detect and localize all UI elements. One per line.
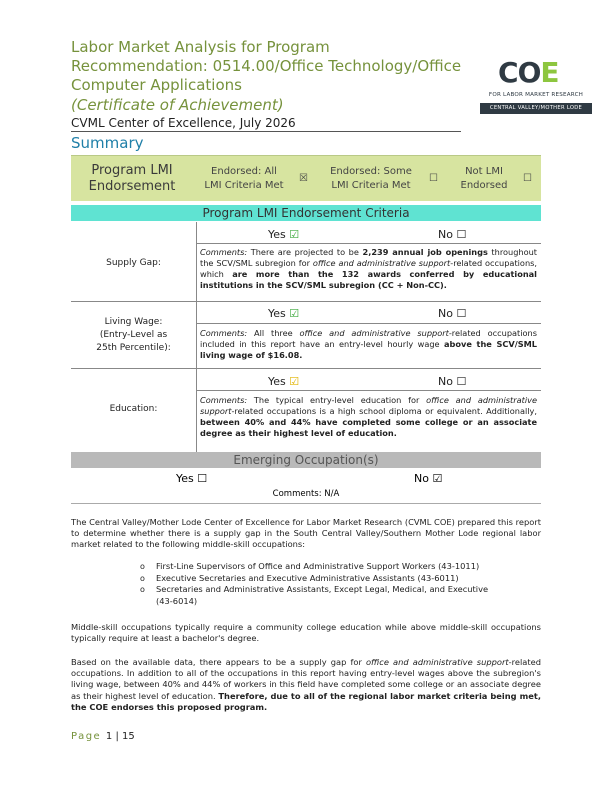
supply-gap-no[interactable]: No ☐ bbox=[438, 228, 467, 241]
endorsement-label: Program LMI Endorsement bbox=[88, 163, 176, 194]
option-some-label: Endorsed: Some LMI Criteria Met bbox=[330, 166, 412, 191]
check-icon: ☑ bbox=[289, 228, 300, 241]
education-label: Education: bbox=[109, 404, 158, 414]
yesno-divider bbox=[196, 390, 541, 391]
page-footer: Page 1 | 15 bbox=[71, 731, 135, 742]
coe-logo bbox=[476, 52, 592, 116]
living-wage-yes[interactable]: Yes ☑ bbox=[268, 307, 300, 320]
option-all-label: Endorsed: All LMI Criteria Met bbox=[204, 166, 284, 191]
living-wage-no[interactable]: No ☐ bbox=[438, 307, 467, 320]
header-rule bbox=[71, 131, 461, 132]
conclusion-paragraph: Based on the available data, there appears to be a supply gap for office and administrative support-related occupations. In addition to all of the occupations in this report having entry-level wages above the subregion's living wage, between 40% and 44% of workers in this field have completed some college or an associate degree as their highest level of education. Therefore, due to all of the regional labor market criteria being met, the COE endorses this proposed program. bbox=[71, 657, 541, 712]
middle-skill-paragraph: Middle-skill occupations typically require a community college education while above middle-skill occupations typically require at least a bachelor's degree. bbox=[71, 622, 541, 644]
education-yes[interactable]: Yes ☑ bbox=[268, 375, 300, 388]
report-title: Labor Market Analysis for Program Recommendation: 0514.00/Office Technology/Office Computer Applications bbox=[71, 38, 462, 94]
option-some-checkbox[interactable]: ☐ bbox=[429, 173, 438, 184]
check-icon: ☑ bbox=[289, 375, 300, 388]
logo-mark: COE bbox=[498, 56, 559, 89]
emerging-header: Emerging Occupation(s) bbox=[71, 452, 541, 468]
emerging-divider bbox=[71, 503, 541, 504]
yesno-divider bbox=[196, 243, 541, 244]
occupation-list bbox=[140, 561, 500, 607]
intro-paragraph: The Central Valley/Mother Lode Center of Excellence for Labor Market Research (CVML COE) prepared this report to determine whether there is a supply gap in the South Central Valley/Southern Mother Lode regional labor market related to the following middle-skill occupations: bbox=[71, 517, 541, 550]
list-item: o Executive Secretaries and Executive Administrative Assistants (43-6011) bbox=[140, 573, 500, 585]
supply-gap-comment: Comments: There are projected to be 2,239 annual job openings throughout the SCV/SML subregion for office and administrative support-related occupations, which are more than the 132 awards conferred by educational institutions in the SCV/SML subregion (CC + Non-CC). bbox=[200, 247, 538, 290]
row-divider bbox=[71, 368, 541, 369]
education-no[interactable]: No ☐ bbox=[438, 375, 467, 388]
endorsement-box bbox=[71, 155, 541, 201]
option-not-checkbox[interactable]: ☐ bbox=[523, 173, 532, 184]
supply-gap-label: Supply Gap: bbox=[106, 258, 161, 268]
education-comment: Comments: The typical entry-level education for office and administrative support-related occupations is a high school diploma or equivalent. Additionally, between 40% and 44% have completed some college or an associate degree as their highest level of education. bbox=[200, 395, 537, 438]
option-all-checkbox[interactable]: ☒ bbox=[299, 173, 308, 184]
emerging-no[interactable]: No ☑ bbox=[414, 472, 443, 485]
list-item: o Secretaries and Administrative Assistants, Except Legal, Medical, and Executive (43-6014) bbox=[140, 584, 500, 607]
logo-band: CENTRAL VALLEY/MOTHER LODE bbox=[480, 103, 592, 114]
row-divider bbox=[71, 301, 541, 302]
logo-tagline: FOR LABOR MARKET RESEARCH bbox=[488, 92, 584, 98]
supply-gap-yes[interactable]: Yes ☑ bbox=[268, 228, 300, 241]
emerging-comment: Comments: N/A bbox=[272, 489, 340, 499]
report-subtitle: (Certificate of Achievement) bbox=[71, 96, 284, 114]
column-divider bbox=[196, 222, 197, 452]
criteria-header: Program LMI Endorsement Criteria bbox=[71, 205, 541, 221]
org-date: CVML Center of Excellence, July 2026 bbox=[71, 116, 296, 130]
section-heading: Summary bbox=[71, 134, 144, 152]
check-icon: ☑ bbox=[289, 307, 300, 320]
living-wage-comment: Comments: All three office and administrative support-related occupations included in this report have an entry-level hourly wage above the SCV/SML living wage of $16.08. bbox=[200, 328, 537, 360]
yesno-divider bbox=[196, 323, 541, 324]
emerging-yes[interactable]: Yes ☐ bbox=[176, 472, 208, 485]
living-wage-label: Living Wage: (Entry-Level as 25th Percentile): bbox=[96, 317, 171, 353]
list-item: o First-Line Supervisors of Office and Administrative Support Workers (43-1011) bbox=[140, 561, 500, 573]
option-not-label: Not LMI Endorsed bbox=[460, 166, 508, 191]
